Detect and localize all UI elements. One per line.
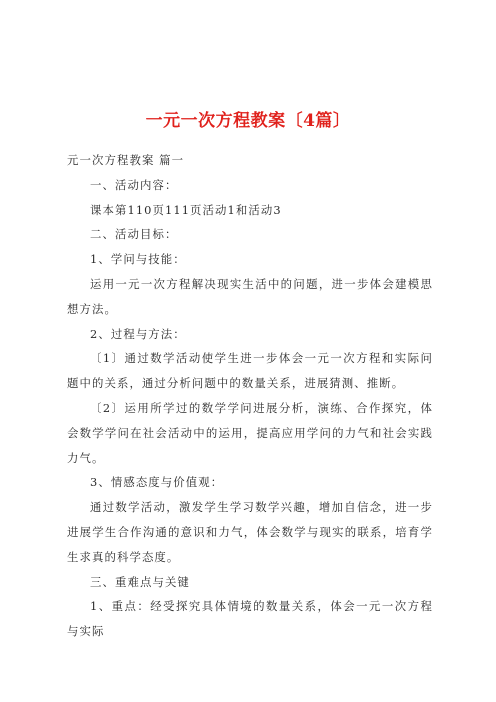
body-paragraph: 通过数学活动，激发学生学习数学兴趣，增加自信念，进一步进展学生合作沟通的意识和力气，体会数学与现实的联系，培育学生求真的科学态度。 (67, 500, 433, 564)
document-body (67, 148, 433, 644)
body-paragraph: 1、学问与技能： (90, 252, 186, 267)
body-paragraph: 2、过程与方法： (90, 326, 186, 341)
body-paragraph: 二、活动目标： (90, 227, 178, 242)
body-paragraph: 运用一元一次方程解决现实生活中的问题，进一步体会建模思想方法。 (67, 276, 433, 316)
body-paragraph: 〔1〕通过数学活动使学生进一步体会一元一次方程和实际问题中的关系，通过分析问题中的数量关系，进展猜测、推断。 (67, 351, 433, 391)
body-paragraph: 3、情感态度与价值观： (90, 475, 224, 490)
body-paragraph: 元一次方程教案 篇一 (67, 153, 185, 167)
document-title: 一元一次方程教案〔4篇〕 (145, 111, 351, 131)
body-paragraph: 课本第110页111页活动1和活动3 (90, 202, 282, 217)
body-paragraph: 〔2〕运用所学过的数学学问进展分析，演练、合作探究，体会数学学问在社会活动中的运用，提高应用学问的力气和社会实践力气。 (67, 400, 433, 465)
body-paragraph: 三、重难点与关键 (90, 574, 190, 589)
body-paragraph: 1、重点：经受探究具体情境的数量关系，体会一元一次方程与实际 (67, 599, 433, 639)
body-paragraph: 一、活动内容： (90, 177, 178, 192)
